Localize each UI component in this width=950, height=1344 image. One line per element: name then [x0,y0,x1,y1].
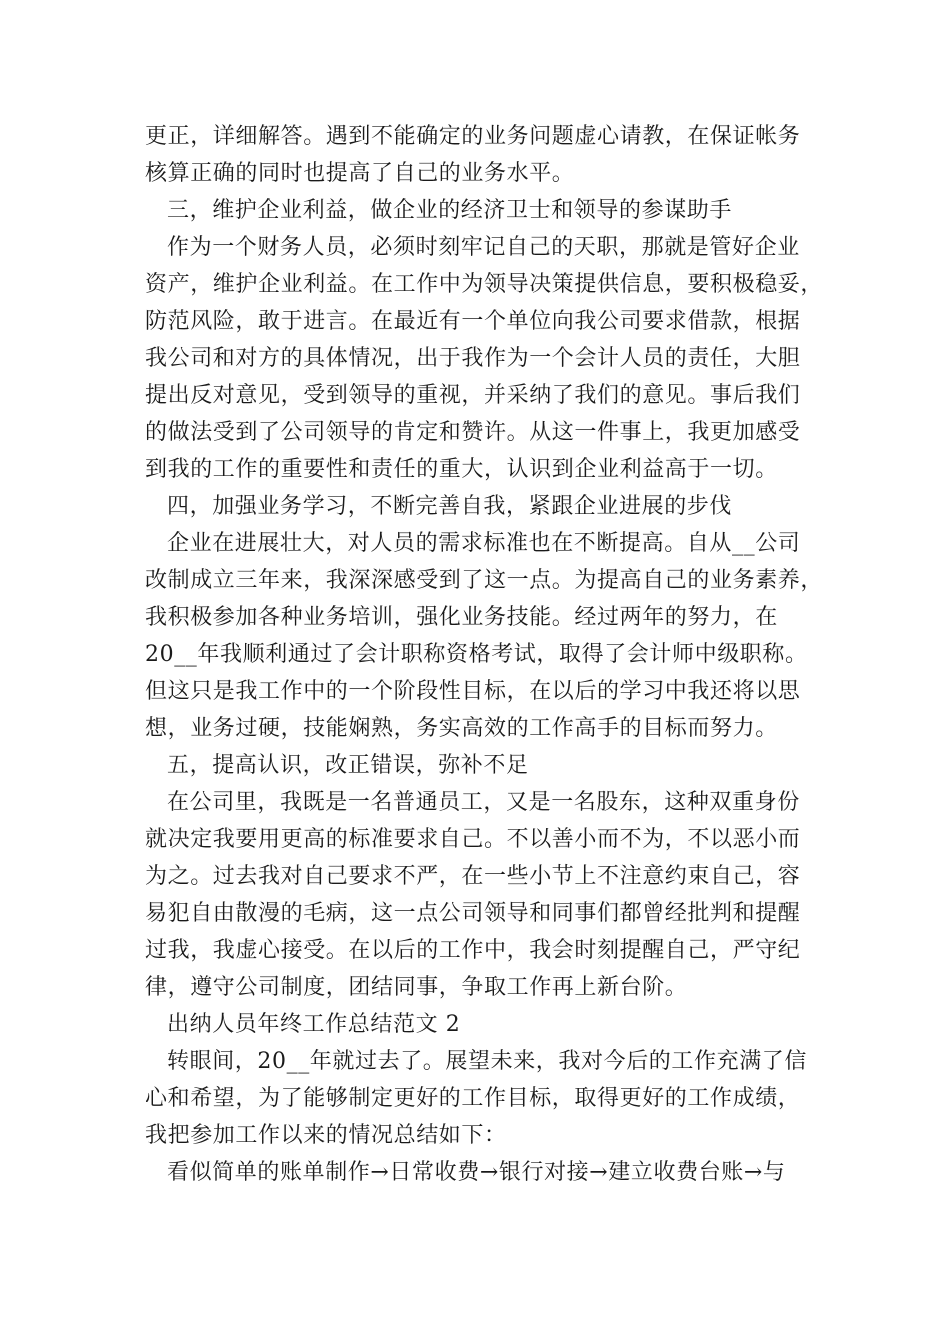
body-text-line: 核算正确的同时也提高了自己的业务水平。 [145,161,575,186]
body-text-line: 看似简单的账单制作→日常收费→银行对接→建立收费台账→与 [167,1160,786,1185]
body-text-line: 改制成立三年来，我深深感受到了这一点。为提高自己的业务素养， [145,568,824,593]
section-heading-3: 三，维护企业利益，做企业的经济卫士和领导的参谋助手 [167,198,733,223]
body-text-line: 我积极参加各种业务培训，强化业务技能。经过两年的努力，在 [145,605,778,630]
body-text-line: 在公司里，我既是一名普通员工，又是一名股东，这种双重身份 [167,790,800,815]
body-text-line: 易犯自由散漫的毛病，这一点公司领导和同事们都曾经批判和提醒 [145,901,801,926]
body-text-line: 就决定我要用更高的标准要求自己。不以善小而不为，不以恶小而 [145,827,801,852]
body-text-line: 转眼间，20__年就过去了。展望未来，我对今后的工作充满了信 [167,1049,807,1074]
body-text-line: 但这只是我工作中的一个阶段性目标，在以后的学习中我还将以思 [145,679,801,704]
body-text-line: 过我，我虚心接受。在以后的工作中，我会时刻提醒自己，严守纪 [145,938,801,963]
body-text-line: 为之。过去我对自己要求不严，在一些小节上不注意约束自己，容 [145,864,801,889]
body-text-line: 20__年我顺利通过了会计职称资格考试，取得了会计师中级职称。 [145,642,808,667]
body-text-line: 想，业务过硬，技能娴熟，务实高效的工作高手的目标而努力。 [145,716,778,741]
body-text-line: 作为一个财务人员，必须时刻牢记自己的天职，那就是管好企业 [167,235,800,260]
section-heading-4: 四，加强业务学习，不断完善自我，紧跟企业进展的步伐 [167,494,733,519]
section-heading-5: 五，提高认识，改正错误，弥补不足 [167,753,529,778]
body-text-line: 企业在进展壮大，对人员的需求标准也在不断提高。自从__公司 [167,531,801,556]
body-text-line: 提出反对意见，受到领导的重视，并采纳了我们的意见。事后我们 [145,383,801,408]
body-text-line: 律，遵守公司制度，团结同事，争取工作再上新台阶。 [145,975,688,1000]
body-text-line: 防范风险，敢于进言。在最近有一个单位向我公司要求借款，根据 [145,309,801,334]
article-title-2: 出纳人员年终工作总结范文 2 [167,1012,461,1037]
body-text-line: 更正，详细解答。遇到不能确定的业务问题虚心请教，在保证帐务 [145,124,801,149]
body-text-line: 的做法受到了公司领导的肯定和赞许。从这一件事上，我更加感受 [145,420,801,445]
body-text-line: 我把参加工作以来的情况总结如下： [145,1123,507,1148]
body-text-line: 到我的工作的重要性和责任的重大，认识到企业利益高于一切。 [145,457,778,482]
body-text-line: 我公司和对方的具体情况，出于我作为一个会计人员的责任，大胆 [145,346,801,371]
body-text-line: 资产，维护企业利益。在工作中为领导决策提供信息，要积极稳妥， [145,272,824,297]
body-text-line: 心和希望，为了能够制定更好的工作目标，取得更好的工作成绩， [145,1086,801,1111]
